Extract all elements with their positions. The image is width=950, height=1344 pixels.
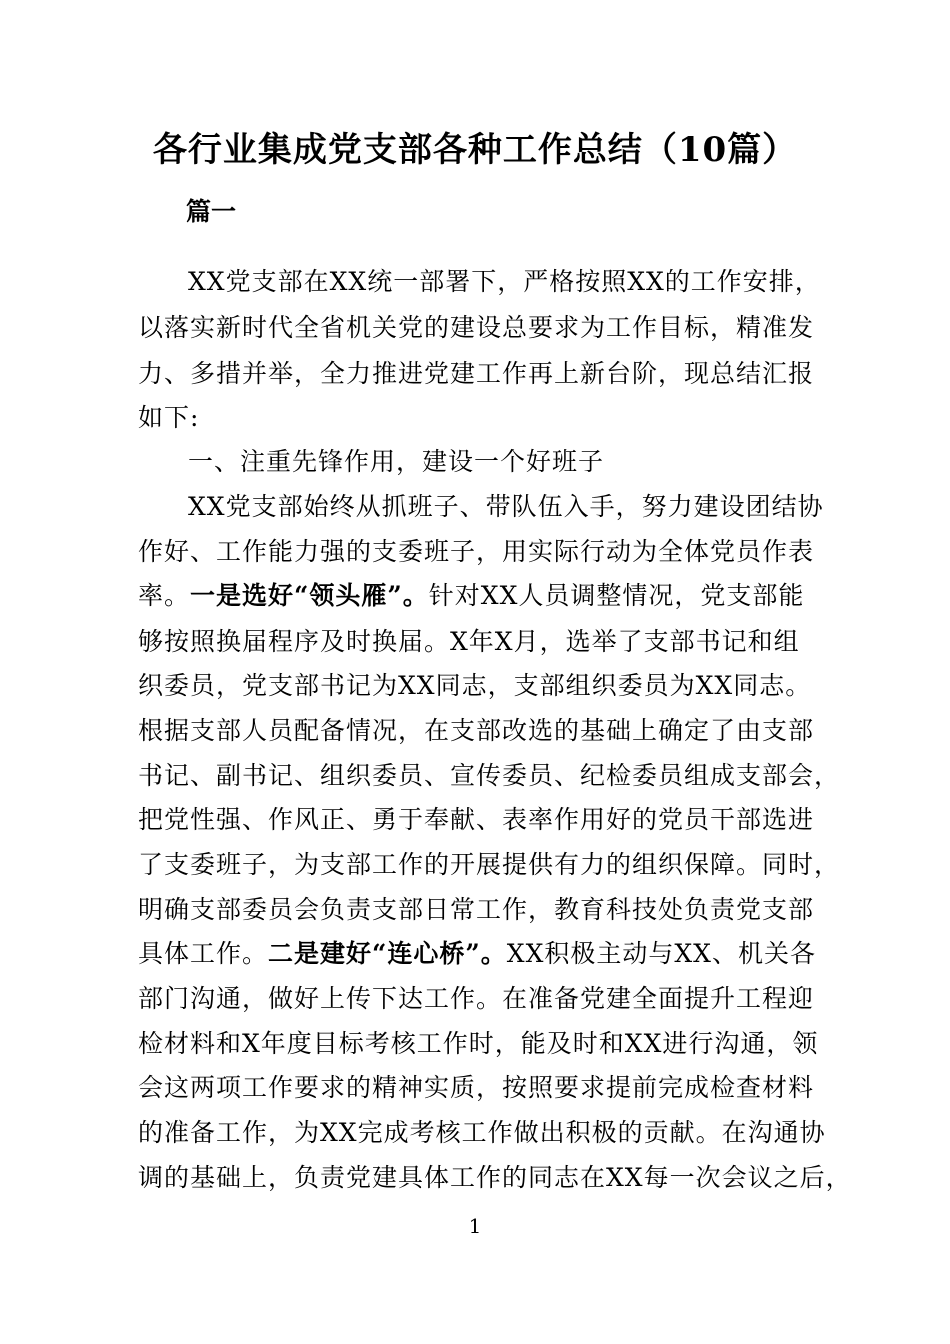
paragraph-line: XX党支部在XX统一部署下，严格按照XX的工作安排，	[188, 267, 821, 296]
paragraph-line: 作好、工作能力强的支委班子，用实际行动为全体党员作表	[138, 537, 815, 566]
paragraph-line: 调的基础上，负责党建具体工作的同志在XX每一次会议之后，	[138, 1163, 852, 1192]
paragraph-line: 会这两项工作要求的精神实质，按照要求提前完成检查材料	[138, 1073, 815, 1102]
paragraph-line: 根据支部人员配备情况，在支部改选的基础上确定了由支部	[138, 716, 815, 745]
text-run: 针对XX人员调整情况，党支部能	[428, 581, 805, 610]
page-number: 1	[468, 1214, 482, 1238]
paragraph-line: 以落实新时代全省机关党的建设总要求为工作目标，精准发	[138, 313, 815, 342]
paragraph-line: 够按照换届程序及时换届。X年X月，选举了支部书记和组	[138, 627, 800, 656]
paragraph-line	[138, 576, 804, 612]
section-heading: 一、注重先锋作用，建设一个好班子	[188, 447, 605, 476]
paragraph-line: 明确支部委员会负责支部日常工作，教育科技处负责党支部	[138, 895, 815, 924]
paragraph-line: 织委员，党支部书记为XX同志，支部组织委员为XX同志。	[138, 671, 812, 700]
paragraph-line: 了支委班子，为支部工作的开展提供有力的组织保障。同时，	[138, 850, 841, 879]
section-label: 篇一	[186, 197, 237, 226]
paragraph-line: 力、多措并举，全力推进党建工作再上新台阶，现总结汇报	[138, 359, 815, 388]
paragraph-line: 如下:	[138, 403, 200, 432]
bold-point-1: 一是选好“领头雁”。	[190, 581, 429, 610]
bold-point-2: 二是建好“连心桥”。	[268, 939, 507, 968]
paragraph-line: 的准备工作，为XX完成考核工作做出积极的贡献。在沟通协	[138, 1118, 826, 1147]
paragraph-line: 检材料和X年度目标考核工作时，能及时和XX进行沟通，领	[138, 1029, 819, 1058]
text-run: 具体工作。	[138, 939, 269, 968]
document-title: 各行业集成党支部各种工作总结（10篇）	[152, 130, 798, 170]
paragraph-line: 把党性强、作风正、勇于奉献、表率作用好的党员干部选进	[138, 805, 815, 834]
paragraph-line: 书记、副书记、组织委员、宣传委员、纪检委员组成支部会，	[138, 761, 841, 790]
paragraph-line	[138, 934, 816, 970]
paragraph-line: XX党支部始终从抓班子、带队伍入手，努力建设团结协	[188, 492, 824, 521]
paragraph-line: 部门沟通，做好上传下达工作。在准备党建全面提升工程迎	[138, 984, 815, 1013]
text-run: XX积极主动与XX、机关各	[506, 939, 816, 968]
text-run: 率。	[138, 581, 191, 610]
